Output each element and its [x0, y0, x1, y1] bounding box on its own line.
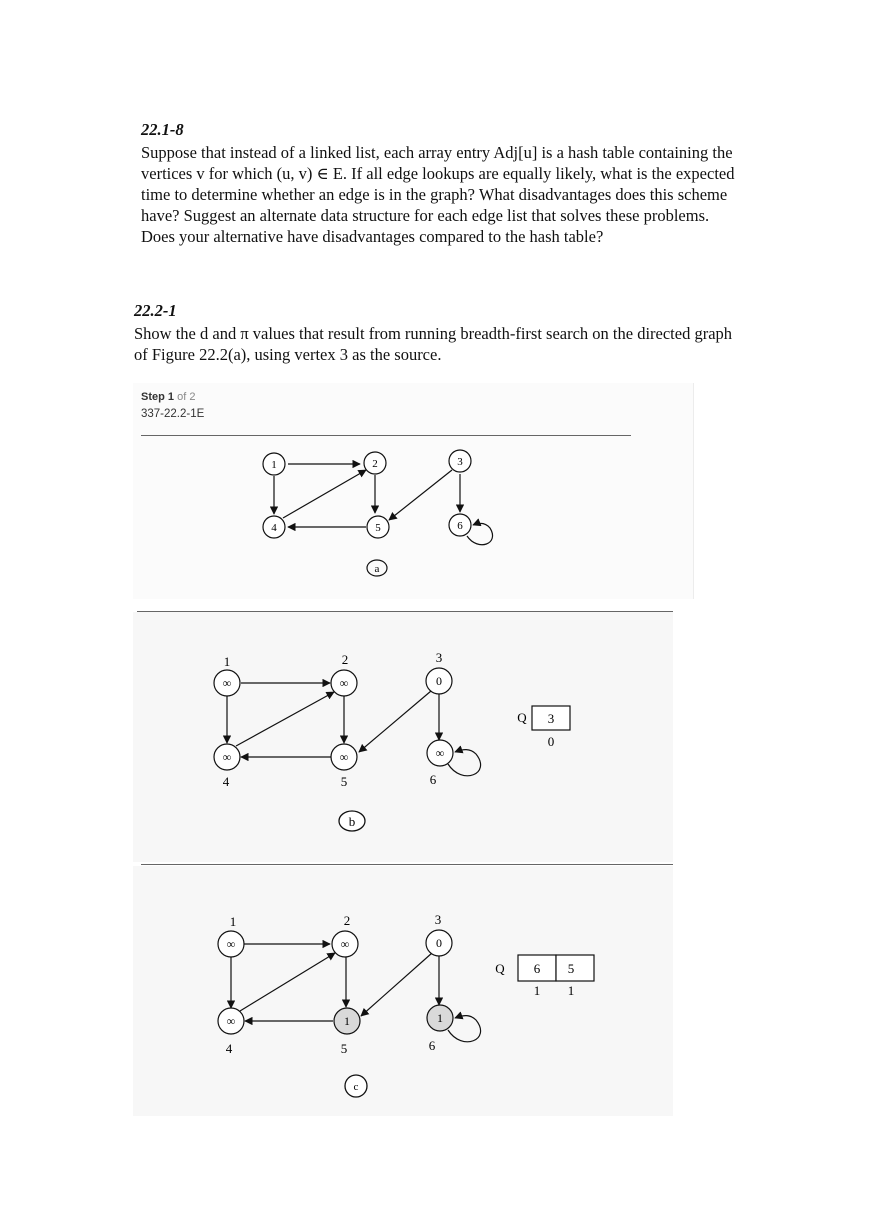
queue-d: 1: [567, 983, 575, 998]
queue-label: Q: [495, 961, 505, 976]
d-value: 1: [344, 1014, 350, 1028]
vertex-label: 5: [340, 1041, 348, 1056]
vertex-label: 3: [435, 650, 443, 665]
vertex-label: 2: [341, 652, 349, 667]
d-value: ∞: [226, 937, 236, 951]
edge-4-2: [283, 470, 366, 518]
edge-4-2: [236, 692, 334, 746]
node-3: [449, 450, 471, 472]
d-value: ∞: [435, 746, 445, 760]
d-value: ∞: [339, 750, 349, 764]
figure-a-caption: [367, 560, 387, 576]
queue-d: 1: [533, 983, 541, 998]
d-value: ∞: [222, 676, 232, 690]
step-id: 337-22.2-1E: [141, 408, 205, 420]
step-current: 1: [167, 391, 175, 403]
queue-item: 6: [533, 961, 541, 976]
vertex-label: 2: [343, 913, 351, 928]
queue-item: 3: [547, 711, 555, 726]
vertex-label: 3: [434, 912, 442, 927]
d-value: ∞: [339, 676, 349, 690]
node-label: 4: [271, 522, 277, 534]
problem-number: 22.1-8: [141, 120, 184, 139]
node-1: [263, 453, 285, 475]
vertex-label: 4: [222, 774, 230, 789]
figure-c-nodes: [218, 912, 594, 1097]
node-label: 3: [457, 456, 463, 468]
vertex-label: 1: [229, 914, 237, 929]
vertex-label: 5: [340, 774, 348, 789]
d-value: ∞: [222, 750, 232, 764]
vertex-label: 4: [225, 1041, 233, 1056]
d-value: ∞: [340, 937, 350, 951]
node-label: 5: [375, 522, 381, 534]
node-label: 1: [271, 459, 277, 471]
vertex-label: 1: [223, 654, 231, 669]
caption-letter: b: [348, 814, 356, 829]
d-value: 0: [436, 936, 442, 950]
edge-3-5: [359, 691, 431, 752]
caption-letter: c: [353, 1081, 359, 1093]
problem-text: Show the d and π values that result from running breadth-first search on the directed graph of Figure 22.2(a), using vertex 3 as the source.: [134, 324, 733, 364]
d-value: ∞: [226, 1014, 236, 1028]
d-value: 0: [436, 674, 442, 688]
figure-a-nodes: [263, 450, 471, 576]
node-2: [364, 452, 386, 474]
node-label: 2: [372, 458, 378, 470]
edge-3-5: [361, 953, 432, 1016]
node-5: [367, 516, 389, 538]
step-label: Step: [141, 391, 165, 403]
queue-label: Q: [517, 710, 527, 725]
edge-4-2: [240, 953, 335, 1011]
node-6: [449, 514, 471, 536]
vertex-label: 6: [429, 772, 437, 787]
queue-d: 0: [547, 734, 555, 749]
queue-cell: [556, 955, 594, 981]
node-4: [263, 516, 285, 538]
problem-text: Suppose that instead of a linked list, each array entry Adj[u] is a hash table containing the vertices v for which (u, v) ∈ E. If all edge lookups are equally likely, what is the expected time to determine whether an edge is in the graph? What disadvantages does this scheme have? Suggest an alternate data structure for each edge list that solves these problems. Does your alternative have disadvantages compared to the hash table?: [141, 143, 735, 246]
queue-item: 5: [567, 961, 575, 976]
problem-number: 22.2-1: [134, 301, 177, 320]
d-value: 1: [437, 1011, 443, 1025]
step-total: of 2: [177, 391, 196, 403]
vertex-label: 6: [428, 1038, 436, 1053]
figure-b-nodes: [214, 650, 570, 831]
caption-letter: a: [374, 563, 380, 575]
edge-3-5: [389, 470, 452, 520]
node-label: 6: [457, 520, 463, 532]
